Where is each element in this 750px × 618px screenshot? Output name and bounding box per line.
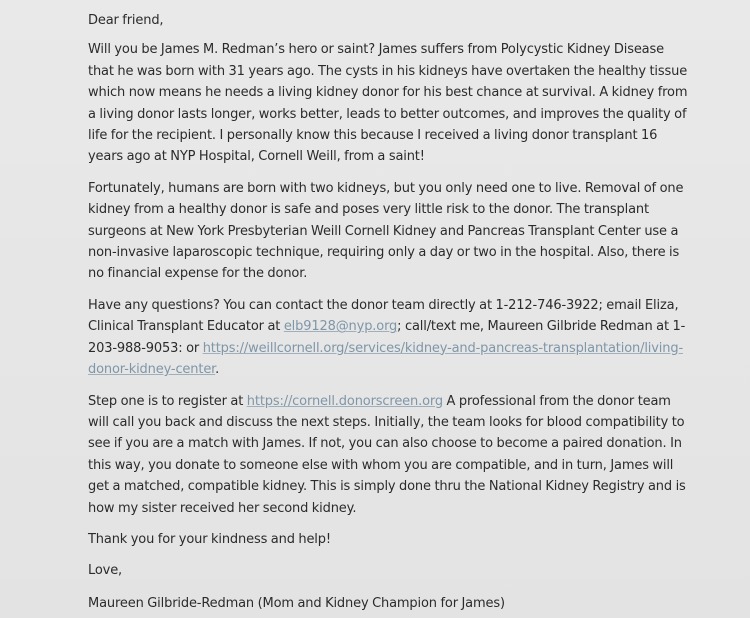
contact-text-c: . xyxy=(215,362,220,378)
contact-text-a: Have any questions? You can contact the donor team directly at 1-212-746-3922; email Eliza, Clinical Transplant Educator at xyxy=(88,297,679,335)
signature-line: Maureen Gilbride-Redman (Mom and Kidney Champion for James) xyxy=(88,595,505,611)
paragraph-contact xyxy=(88,295,690,381)
paragraph-two-kidneys: Fortunately, humans are born with two kidneys, but you only need one to live. Removal of one kidney from a healthy donor is safe and poses very little risk to the donor. The transplant surgeons at New York Presbyterian Weill Cornell Kidney and Pancreas Transplant Center use a non-invasive laparoscopic technique, requiring only a day or two in the hospital. Also, there is no financial expense for the donor. xyxy=(88,180,684,282)
weillcornell-link[interactable]: https://weillcornell.org/services/kidney-and-pancreas-transplantation/living-donor-kidney-center xyxy=(88,340,684,378)
paragraph-step-one xyxy=(88,391,690,519)
paragraph-hero-or-saint: Will you be James M. Redman’s hero or saint? James suffers from Polycystic Kidney Disease that he was born with 31 years ago. The cysts in his kidneys have overtaken the healthy tissue which now means he needs a living kidney donor for his best chance at survival. A kidney from a living donor lasts longer, works better, leads to better outcomes, and improves the quality of life for the recipient. I personally know this because I received a living donor transplant 16 years ago at NYP Hospital, Cornell Weill, from a saint! xyxy=(88,42,688,165)
thanks-line: Thank you for your kindness and help! xyxy=(88,531,331,547)
step-one-text-b: A professional from the donor team will call you back and discuss the next steps. Initially, the team looks for blood compatibility to see if you are a match with James. If not, you can also choose to become a paired donation. In this way, you donate to someone else with whom you are compatible, and in turn, James will get a matched, compatible kidney. This is simply done thru the National Kidney Registry and is how my sister received her second kidney. xyxy=(88,393,686,516)
contact-text-b: ; call/text me, Maureen Gilbride Redman at 1-203-988-9053: or xyxy=(88,319,686,356)
step-one-text-a: Step one is to register at xyxy=(88,393,247,409)
donorscreen-link[interactable]: https://cornell.donorscreen.org xyxy=(246,393,443,409)
salutation: Dear friend, xyxy=(88,13,164,28)
closing-line: Love, xyxy=(88,563,123,579)
email-link[interactable]: elb9128@nyp.org xyxy=(283,319,398,335)
